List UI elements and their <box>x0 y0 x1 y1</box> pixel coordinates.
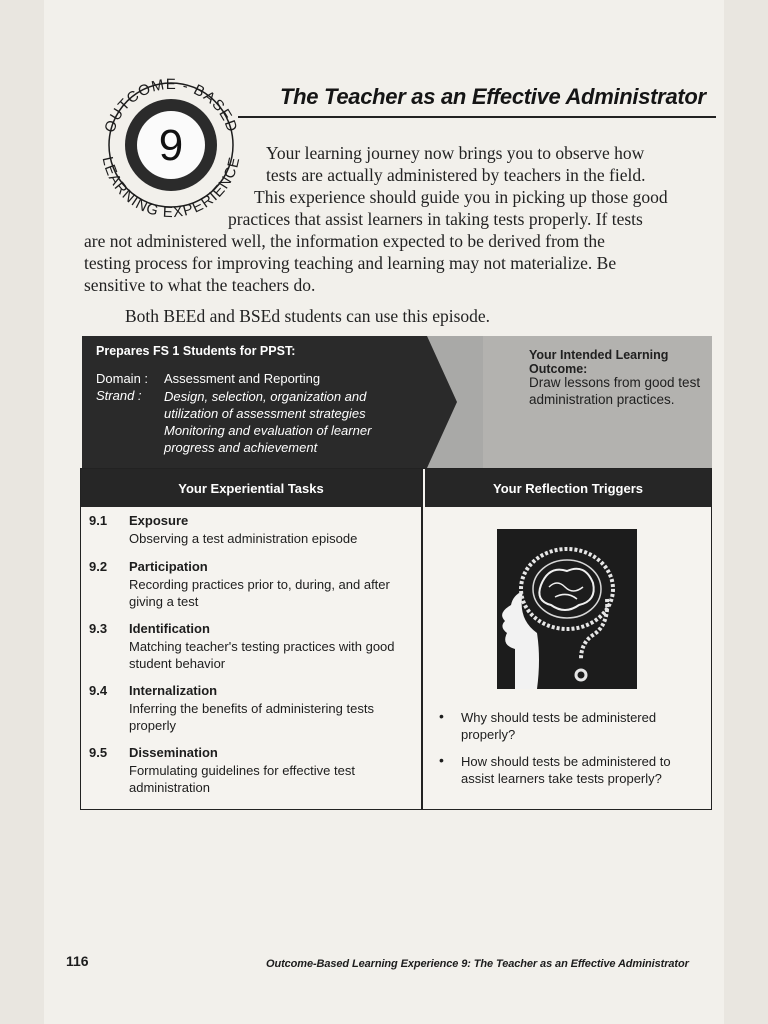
tasks-header: Your Experiential Tasks <box>81 469 421 507</box>
ppst-panel <box>82 336 427 468</box>
prepares-label: Prepares FS 1 Students for PPST: <box>96 344 296 358</box>
intro-paragraph <box>84 142 718 296</box>
strand-label: Strand : <box>96 388 142 403</box>
task-name: Identification <box>129 621 210 636</box>
strand-lines <box>164 388 371 456</box>
bullet-icon: • <box>439 752 444 768</box>
intro-line: practices that assist learners in taking tests properly. If tests <box>228 209 643 229</box>
thinking-head-illustration <box>497 529 637 689</box>
task-desc: Inferring the benefits of administering tests properly <box>129 701 374 733</box>
column-divider <box>421 469 423 809</box>
task-name: Exposure <box>129 513 189 528</box>
running-footer: Outcome-Based Learning Experience 9: The Teacher as an Effective Administrator <box>266 958 689 970</box>
task-number: 9.1 <box>89 513 108 528</box>
domain-label: Domain : <box>96 371 149 386</box>
badge-arc-top: OUTCOME - BASED <box>101 76 241 135</box>
intro-line: sensitive to what the teachers do. <box>84 275 316 295</box>
task-desc: Formulating guidelines for effective test administration <box>129 763 355 795</box>
brain-icon <box>497 529 637 689</box>
outcome-panel <box>427 336 712 468</box>
badge-arc-bottom: LEARNING EXPERIENCE <box>98 154 244 222</box>
task-name: Participation <box>129 559 208 574</box>
page-number: 116 <box>66 953 89 969</box>
header-arrow <box>427 336 457 468</box>
task-desc: Observing a test administration episode <box>129 531 358 546</box>
title-divider <box>238 116 716 118</box>
outcome-text: Draw lessons from good test administration practices. <box>529 375 701 407</box>
tasks-table <box>80 468 712 810</box>
triggers-header: Your Reflection Triggers <box>425 469 711 507</box>
intro-line: Your learning journey now brings you to observe how <box>266 143 645 163</box>
bullet-icon: • <box>439 708 444 724</box>
strand-line: utilization of assessment strategies <box>164 406 366 421</box>
intro-line: testing process for improving teaching and learning may not materialize. Be <box>84 253 617 273</box>
outcome-label: Your Intended Learning Outcome: <box>529 348 669 376</box>
trigger-text: How should tests be administered to assist learners take tests properly? <box>461 754 671 786</box>
page-title: The Teacher as an Effective Administrator <box>280 84 706 109</box>
strand-line: Monitoring and evaluation of learner <box>164 423 372 438</box>
task-desc: Recording practices prior to, during, and after giving a test <box>129 577 390 609</box>
trigger-text: Why should tests be administered properly? <box>461 710 657 742</box>
task-name: Dissemination <box>129 745 218 760</box>
intro-line: This experience should guide you in picking up those good <box>254 187 668 207</box>
ppst-header <box>82 336 712 468</box>
audience-note: Both BEEd and BSEd students can use this episode. <box>125 306 491 326</box>
task-number: 9.3 <box>89 621 108 636</box>
intro-line: are not administered well, the information expected to be derived from the <box>84 231 605 251</box>
task-number: 9.2 <box>89 559 108 574</box>
task-number: 9.4 <box>89 683 108 698</box>
strand-line: progress and achievement <box>164 440 318 455</box>
badge-number: 9 <box>158 121 184 170</box>
task-name: Internalization <box>129 683 218 698</box>
task-desc: Matching teacher's testing practices with good student behavior <box>129 639 395 671</box>
intro-line: tests are actually administered by teachers in the field. <box>266 165 646 185</box>
domain-value: Assessment and Reporting <box>164 371 321 386</box>
strand-line: Design, selection, organization and <box>164 389 367 404</box>
task-number: 9.5 <box>89 745 108 760</box>
